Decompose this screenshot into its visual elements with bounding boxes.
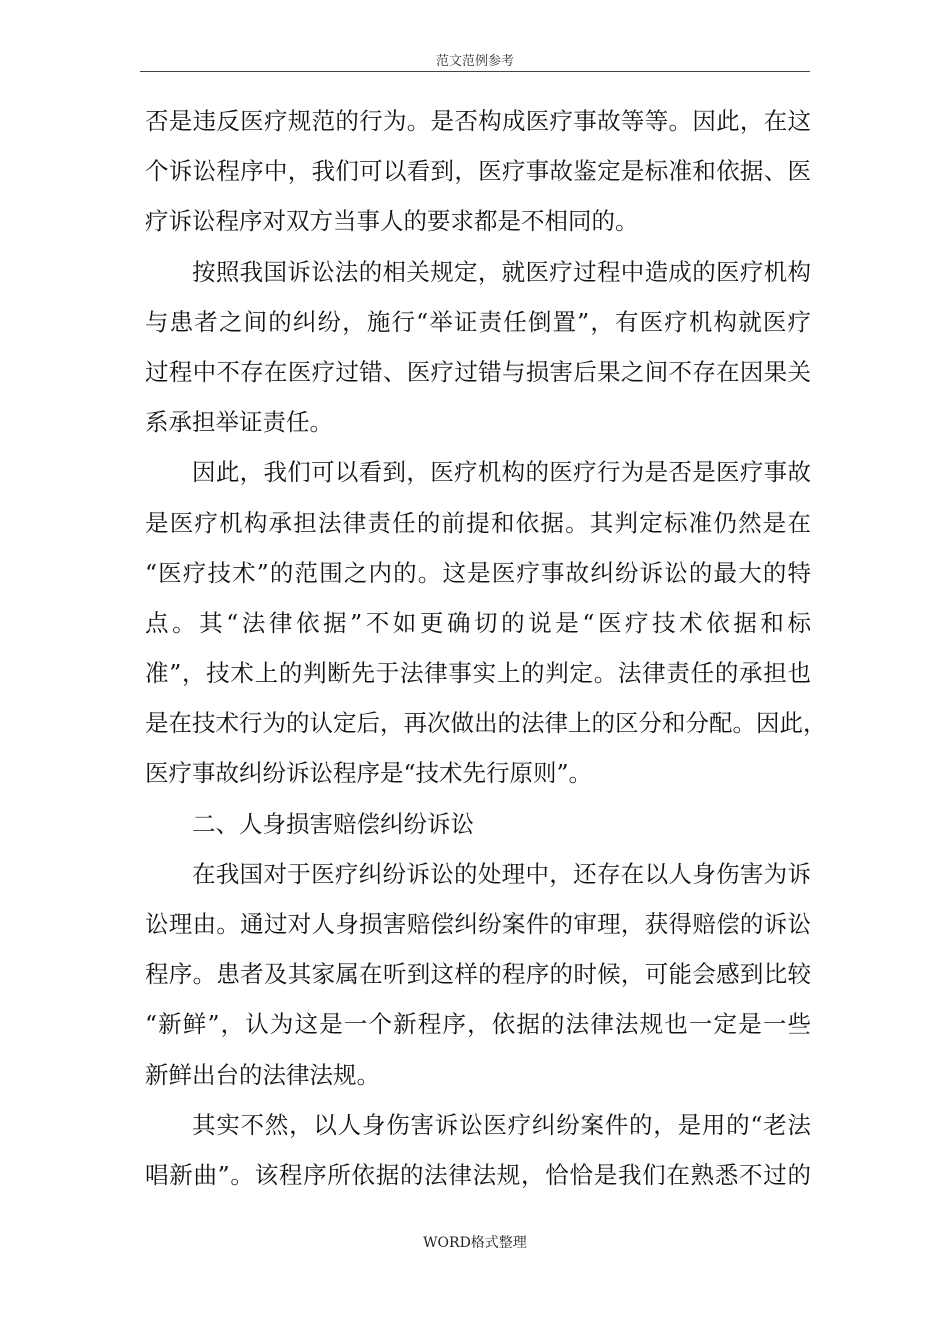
body-line: 其实不然，以人身伤害诉讼医疗纠纷案件的，是用的“老法 [192,1110,811,1139]
page-header: 范文范例参考 [435,54,514,69]
body-line: 过程中不存在医疗过错、医疗过错与损害后果之间不存在因果关 [145,357,811,386]
body-line: 唱新曲”。该程序所依据的法律法规，恰恰是我们在熟悉不过的 [145,1160,811,1189]
body-line: 因此，我们可以看到，医疗机构的医疗行为是否是医疗事故 [192,458,811,487]
header-divider [140,71,810,72]
body-line: 与患者之间的纠纷，施行“举证责任倒置”，有医疗机构就医疗 [145,307,811,336]
body-line: 系承担举证责任。 [145,408,333,437]
body-line: 医疗事故纠纷诉讼程序是“技术先行原则”。 [145,759,593,788]
body-line: 点。其“法律依据”不如更确切的说是“医疗技术依据和标 [145,608,811,637]
body-line: 按照我国诉讼法的相关规定，就医疗过程中造成的医疗机构 [192,257,811,286]
body-line: 是在技术行为的认定后，再次做出的法律上的区分和分配。因此， [145,709,827,738]
body-line: 准”，技术上的判断先于法律事实上的判定。法律责任的承担也 [145,659,811,688]
section-heading: 二、人身损害赔偿纠纷诉讼 [192,809,474,838]
body-line: 疗诉讼程序对双方当事人的要求都是不相同的。 [145,207,639,236]
body-line: 程序。患者及其家属在听到这样的程序的时候，可能会感到比较 [145,960,811,989]
body-line: 讼理由。通过对人身损害赔偿纠纷案件的审理，获得赔偿的诉讼 [145,910,811,938]
body-line: 个诉讼程序中，我们可以看到，医疗事故鉴定是标准和依据、医 [145,157,811,186]
body-line: 新鲜出台的法律法规。 [145,1060,380,1089]
page-footer: WORD格式整理 [423,1235,527,1251]
body-line: 否是违反医疗规范的行为。是否构成医疗事故等等。因此，在这 [145,107,811,135]
body-line: “医疗技术”的范围之内的。这是医疗事故纠纷诉讼的最大的特 [145,558,811,587]
document-body [145,96,827,1200]
body-line: 在我国对于医疗纠纷诉讼的处理中，还存在以人身伤害为诉 [192,859,811,888]
body-line: 是医疗机构承担法律责任的前提和依据。其判定标准仍然是在 [145,508,811,537]
body-line: “新鲜”，认为这是一个新程序，依据的法律法规也一定是一些 [145,1010,811,1039]
